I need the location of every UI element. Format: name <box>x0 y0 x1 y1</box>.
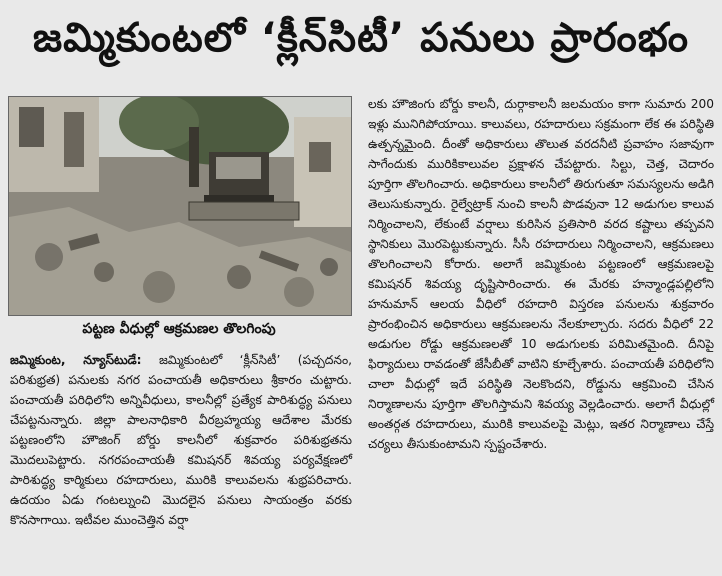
headline: జమ్మికుంటలో ‘క్లీన్‌సిటీ’ పనులు ప్రారంభం <box>32 15 690 61</box>
article-column-left <box>10 350 352 530</box>
article-text-right: లకు హౌజింగు బోర్డు కాలనీ, దుర్గాకాలనీ జలమయం కాగా సుమారు 200 ఇళ్లు మునిగిపోయాయి. కాలువలు, రహదారులు సక్రమంగా లేక ఈ పరిస్థితి ఉత్పన్నమైంది. దీంతో అధికారులు తొలుత వరదనీటి ప్రవాహం సజావుగా సాగేందుకు మురికికాలువల ప్రక్షాళన చేపట్టారు. సిల్టు, చెత్త, చెదారం పూర్తిగా తొలగించారు. అధికారులు కాలనీలో తిరుగుతూ సమస్యలను అడిగి తెలుసుకున్నారు. రైల్వేట్రాక్ నుంచి కాలనీ పొడవునా 12 అడుగుల కాలువ నిర్మించాలని, లేకుంటే వర్షాలు కురిసిన ప్రతిసారి వరద కష్టాలు తప్పవని స్థానికులు మొరపెట్టుకున్నారు. సీసీ రహదారులు నిర్మించాలని, ఆక్రమణలు తొలగించాలని కోరారు. అలాగే జమ్మికుంట పట్టణంలో ఆక్రమణలపై కమిషనర్ శివయ్య దృష్టిసారించారు. ఈ మేరకు హన్మాండ్లపల్లిలోని హనుమాన్ ఆలయ వీధిలో రహదారి విస్తరణ పనులను శుక్రవారం ప్రారంభించిన అధికారులు ఆక్రమణలను నేలకూల్చారు. సదరు వీధిలో 22 అడుగుల రోడ్డు ఆక్రమణలతో 10 అడుగులకు పరిమితమైంది. దీనిపై ఫిర్యాదులు రావడంతో జేసీబీతో వాటిని కూల్చేశారు. పంచాయతీ పరిధిలోని చాలా వీధుల్లో ఇదే పరిస్థితి నెలకొందని, రోడ్డును ఆక్రమించి చేసిన నిర్మాణాలను పూర్తిగా తొలగిస్తామని శివయ్య వెల్లడించారు. అలాగే వీధుల్లో అంతర్గత రహదారులు, మురికి కాలువలపై మెట్లు, ఇతర నిర్మాణాలు చేస్తే చర్యలు తీసుకుంటామని స్పష్టంచేశారు. <box>368 97 714 451</box>
excavator-demolition-photo <box>9 97 351 315</box>
article-paragraph <box>10 350 352 530</box>
news-photo <box>8 96 352 316</box>
photo-caption: పట్టణ వీధుల్లో ఆక్రమణల తొలగింపు <box>82 321 276 337</box>
article-text-left: జమ్మికుంటలో ‘క్లీన్‌సిటీ’ (పచ్చదనం, పరిశుభ్రత) పనులకు నగర పంచాయతీ అధికారులు శ్రీకారం చుట్టారు. పంచాయతీ పరిధిలోని అన్నివీధులు, కాలనీల్లో ప్రత్యేక పారిశుద్ధ్య పనులు చేపట్టనున్నారు. జిల్లా పాలనాధికారి వీరబ్రహ్మయ్య ఆదేశాల మేరకు పట్టణంలోని హౌజింగ్ బోర్డు కాలనీలో శుక్రవారం పరిశుభ్రతను మొదలుపెట్టారు. నగరపంచాయతీ కమిషనర్ శివయ్య పర్యవేక్షణలో పారిశుద్ధ్య కార్మికులు రహదారులు, మురికి కాలువలను శుభ్రపరిచారు. ఉదయం ఏడు గంటల్నుంచి మొదలైన పనులు సాయంత్రం వరకు కొనసాగాయి. ఇటీవల ముంచెత్తిన వర్షా <box>10 353 352 527</box>
article-column-right <box>368 94 714 454</box>
dateline: జమ్మికుంట, న్యూస్‌టుడే: <box>10 353 142 367</box>
